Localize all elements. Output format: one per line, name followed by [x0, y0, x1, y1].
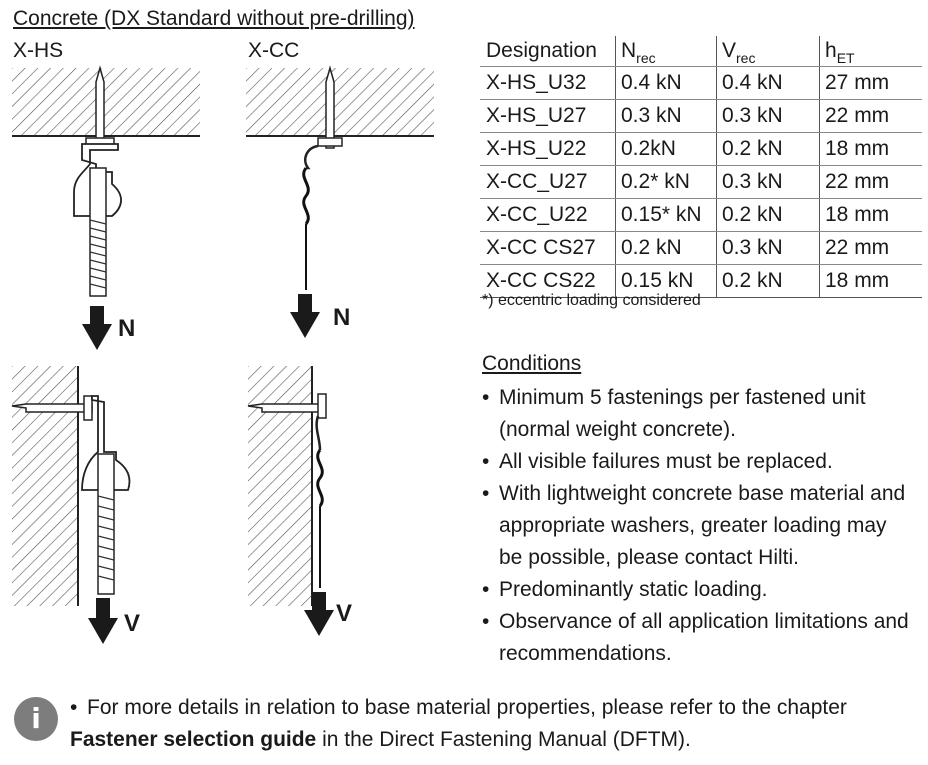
table-row [480, 133, 922, 166]
cell-designation: X-CC CS27 [480, 232, 616, 265]
concrete-base [12, 68, 200, 136]
cell-h-et: 22 mm [820, 232, 923, 265]
page-title: Concrete (DX Standard without pre-drilling) [13, 7, 415, 30]
table-row [480, 199, 922, 232]
list-item: • All visible failures must be replaced. [482, 450, 833, 473]
cell-v-rec: 0.3 kN [717, 232, 820, 265]
table-header-row [480, 36, 922, 67]
cell-designation: X-CC CS22 [480, 265, 616, 298]
product-label-x-hs: X-HS [13, 39, 64, 62]
cell-h-et: 18 mm [820, 199, 923, 232]
header-h-et: $h_{ET}$ [820, 36, 923, 67]
clip-hook [317, 416, 320, 450]
list-item: • Minimum 5 fastenings per fastened unit (normal weight concrete). [482, 386, 866, 441]
tension-arrow [82, 306, 112, 350]
load-label-v-x-hs: V [124, 610, 141, 637]
table-footnote: *) eccentric loading considered [482, 292, 701, 309]
nail [326, 68, 334, 148]
cell-v-rec: 0.4 kN [717, 67, 820, 100]
table-row [480, 232, 922, 265]
table-row [480, 166, 922, 199]
cell-n-rec: 0.2* kN [616, 166, 717, 199]
header-v-rec: $V_{rec}$ [717, 36, 820, 67]
cell-n-rec: 0.3 kN [616, 100, 717, 133]
tension-arrow [290, 294, 320, 338]
header-designation: Designation [480, 36, 616, 67]
info-note: • For more details in relation to base material properties, please refer to the chapter Fastener selection guide in the Direct Fastening Manual (DFTM). [70, 696, 847, 751]
x-hs-wall-illustration [12, 366, 212, 656]
header-n-rec: $N_{rec}$ [616, 36, 717, 67]
cell-h-et: 18 mm [820, 133, 923, 166]
cell-h-et: 22 mm [820, 100, 923, 133]
conditions-list [482, 382, 912, 670]
shear-arrow [88, 598, 118, 644]
threaded-rod [98, 454, 114, 594]
cell-v-rec: 0.2 kN [717, 265, 820, 298]
table-row [480, 67, 922, 100]
cell-designation: X-HS_U22 [480, 133, 616, 166]
cell-n-rec: 0.2 kN [616, 232, 717, 265]
info-icon: i [14, 697, 58, 741]
nail [96, 68, 104, 148]
cell-n-rec: 0.4 kN [616, 67, 717, 100]
load-label-n-x-cc: N [333, 304, 351, 331]
cell-designation: X-HS_U27 [480, 100, 616, 133]
product-label-x-cc: X-CC [248, 39, 300, 62]
load-values-table [480, 36, 922, 298]
clip-hook [305, 146, 318, 168]
conditions-heading: Conditions [482, 352, 582, 375]
cell-n-rec: 0.15 kN [616, 265, 717, 298]
twisted-wire [304, 168, 309, 224]
cell-v-rec: 0.3 kN [717, 166, 820, 199]
cell-n-rec: 0.2kN [616, 133, 717, 166]
twisted-wire [318, 450, 323, 506]
cell-designation: X-HS_U32 [480, 67, 616, 100]
x-hs-ceiling-illustration [12, 68, 212, 358]
list-item: • Observance of all application limitations and recommendations. [482, 610, 909, 665]
cell-h-et: 27 mm [820, 67, 923, 100]
cell-h-et: 22 mm [820, 166, 923, 199]
load-label-n-x-hs: N [118, 315, 136, 342]
cell-designation: X-CC_U22 [480, 199, 616, 232]
fastener-guide-link-text: Fastener selection guide [70, 728, 317, 751]
cell-h-et: 18 mm [820, 265, 923, 298]
cell-n-rec: 0.15* kN [616, 199, 717, 232]
list-item: • With lightweight concrete base material and appropriate washers, greater loading may be possible, please contact Hilti. [482, 482, 906, 569]
cell-designation: X-CC_U27 [480, 166, 616, 199]
table-row [480, 100, 922, 133]
cell-v-rec: 0.2 kN [717, 133, 820, 166]
load-label-v-x-cc: V [336, 600, 353, 627]
cell-v-rec: 0.3 kN [717, 100, 820, 133]
cell-v-rec: 0.2 kN [717, 199, 820, 232]
list-item: • Predominantly static loading. [482, 578, 768, 601]
